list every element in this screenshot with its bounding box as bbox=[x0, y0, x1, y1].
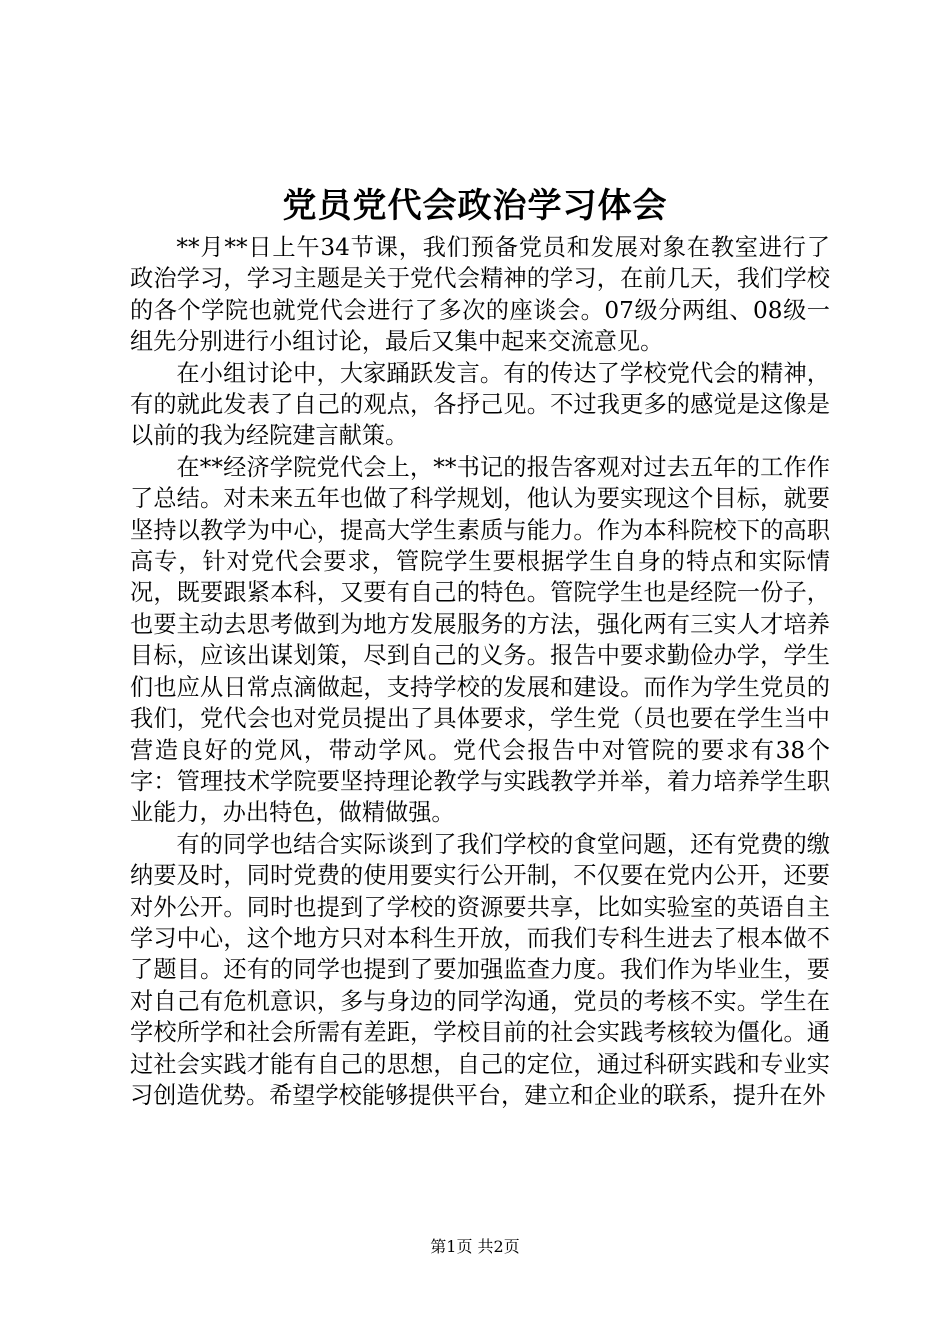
document-title: 党员党代会政治学习体会 bbox=[282, 186, 668, 226]
paragraph: **月**日上午34节课，我们预备党员和发展对象在教室进行了政治学习，学习主题是关于党代会精神的学习，在前几天，我们学校的各个学院也就党代会进行了多次的座谈会。07级分两组、08级一组先分别进行小组讨论，最后又集中起来交流意见。 bbox=[130, 234, 830, 356]
document-body bbox=[130, 232, 830, 1111]
paragraph: 在**经济学院党代会上，**书记的报告客观对过去五年的工作作了总结。对未来五年也做了科学规划，他认为要实现这个目标，就要坚持以教学为中心，提高大学生素质与能力。作为本科院校下的高职高专，针对党代会要求，管院学生要根据学生自身的特点和实际情况，既要跟紧本科，又要有自己的特色。管院学生也是经院一份子，也要主动去思考做到为地方发展服务的方法，强化两有三实人才培养目标，应该出谋划策，尽到自己的义务。报告中要求勤俭办学，学生们也应从日常点滴做起，支持学校的发展和建设。而作为学生党员的我们，党代会也对党员提出了具体要求，学生党（员也要在学生当中营造良好的党风，带动学风。党代会报告中对管院的要求有38个字：管理技术学院要坚持理论教学与实践教学并举，着力培养学生职业能力，办出特色，做精做强。 bbox=[130, 453, 830, 827]
paragraph: 有的同学也结合实际谈到了我们学校的食堂问题，还有党费的缴纳要及时，同时党费的使用要实行公开制，不仅要在党内公开，还要对外公开。同时也提到了学校的资源要共享，比如实验室的英语自主学习中心，这个地方只对本科生开放，而我们专科生进去了根本做不了题目。还有的同学也提到了要加强监查力度。我们作为毕业生，要对自己有危机意识，多与身边的同学沟通，党员的考核不实。学生在学校所学和社会所需有差距，学校目前的社会实践考核较为僵化。通过社会实践才能有自己的思想，自己的定位，通过科研实践和专业实习创造优势。希望学校能够提供平台，建立和企业的联系，提升在外 bbox=[130, 830, 830, 1109]
page-number-footer: 第1页 共2页 bbox=[430, 1237, 520, 1256]
paragraph: 在小组讨论中，大家踊跃发言。有的传达了学校党代会的精神，有的就此发表了自己的观点，各抒己见。不过我更多的感觉是这像是以前的我为经院建言献策。 bbox=[130, 359, 830, 450]
